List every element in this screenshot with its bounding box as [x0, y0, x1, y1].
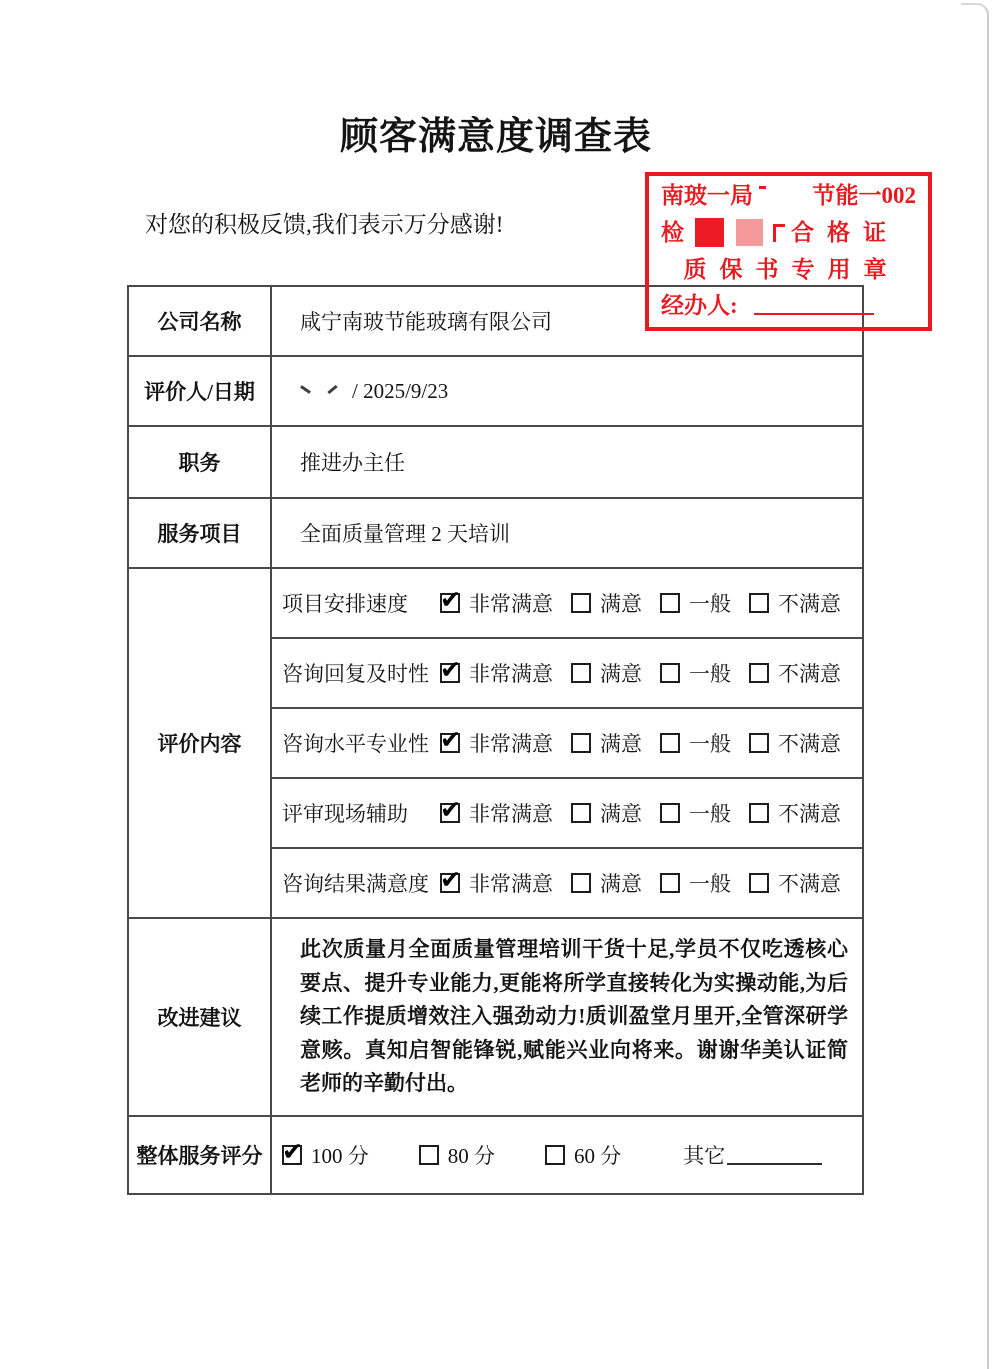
checkbox-icon[interactable]	[660, 873, 680, 893]
erased-name-mark	[300, 385, 311, 394]
rating-aspect: 咨询回复及时性	[282, 662, 429, 686]
evaluator-date-value: / 2025/9/23	[271, 356, 863, 426]
checkbox-icon[interactable]	[571, 873, 591, 893]
rating-aspect: 评审现场辅助	[282, 802, 408, 826]
thanks-line: 对您的积极反馈,我们表示万分感谢!	[145, 212, 504, 237]
company-name-value: 咸宁南玻节能玻璃有限公司	[271, 286, 863, 356]
table-row	[128, 1116, 863, 1194]
table-row	[128, 918, 863, 1116]
stamp-line1-right: 节能一002	[812, 183, 916, 208]
overall-score-cell: ✔ 100 分 80 分 60 分 其它	[271, 1116, 863, 1194]
checkbox-icon[interactable]	[660, 593, 680, 613]
checkbox-icon[interactable]	[440, 873, 460, 893]
overall-score-label: 整体服务评分	[128, 1116, 271, 1194]
stamp-stroke-mark	[759, 186, 766, 189]
checkbox-icon[interactable]	[419, 1145, 439, 1165]
table-row	[128, 356, 863, 426]
stamp-line-1	[661, 183, 916, 208]
checkbox-icon[interactable]	[571, 593, 591, 613]
checkbox-icon[interactable]	[440, 663, 460, 683]
other-score-blank[interactable]	[727, 1163, 822, 1165]
other-score-label: 其它	[683, 1143, 726, 1168]
checkbox-icon[interactable]	[749, 593, 769, 613]
position-label: 职务	[128, 426, 271, 498]
stamp-line-2	[661, 218, 916, 247]
checkbox-icon[interactable]	[282, 1145, 302, 1165]
rating-aspect: 咨询结果满意度	[282, 872, 429, 896]
stamp-line2-prefix: 检	[661, 220, 684, 246]
table-row	[128, 426, 863, 498]
service-item-label: 服务项目	[128, 498, 271, 568]
rating-row-cell: 咨询结果满意度 ✔ 非常满意 满意 一般 不满意	[271, 848, 863, 918]
redaction-block-icon	[736, 219, 763, 246]
checkbox-icon[interactable]	[571, 733, 591, 753]
page-corner-edge	[961, 3, 989, 31]
survey-table	[127, 285, 864, 1195]
erased-name-mark	[327, 384, 337, 393]
checkbox-icon[interactable]	[749, 873, 769, 893]
service-item-value: 全面质量管理 2 天培训	[271, 498, 863, 568]
checkbox-icon[interactable]	[571, 803, 591, 823]
rating-aspect: 项目安排速度	[282, 592, 408, 616]
company-name-label: 公司名称	[128, 286, 271, 356]
rating-aspect: 咨询水平专业性	[282, 732, 429, 756]
checkbox-icon[interactable]	[660, 663, 680, 683]
checkbox-icon[interactable]	[440, 593, 460, 613]
checkbox-icon[interactable]	[749, 803, 769, 823]
page-right-edge	[987, 14, 989, 1369]
rating-row	[128, 568, 863, 638]
rating-row-cell: 评审现场辅助 ✔ 非常满意 满意 一般 不满意	[271, 778, 863, 848]
partial-glyph-mark	[773, 224, 785, 242]
agent-signature-line[interactable]	[754, 313, 874, 315]
checkbox-icon[interactable]	[660, 803, 680, 823]
redaction-block-icon	[695, 218, 724, 247]
table-row	[128, 498, 863, 568]
checkbox-icon[interactable]	[660, 733, 680, 753]
page-title: 顾客满意度调查表	[339, 116, 652, 158]
suggestion-text: 此次质量月全面质量管理培训干货十足,学员不仅吃透核心要点、提升专业能力,更能将所学直接转化为实操动能,为后续工作提质增效注入强劲动力!质训盈堂月里开,全管深研学意赅。真知启智能锋锐,赋能兴业向将来。谢谢华美认证简老师的辛勤付出。	[271, 918, 863, 1116]
red-stamp	[645, 172, 932, 331]
checkbox-icon[interactable]	[571, 663, 591, 683]
other-score-option	[683, 1140, 822, 1170]
suggestion-label: 改进建议	[128, 918, 271, 1116]
rating-section-label: 评价内容	[128, 568, 271, 918]
stamp-agent-label: 经办人:	[661, 292, 738, 318]
checkbox-icon[interactable]	[440, 733, 460, 753]
stamp-line-3: 质保书专用章	[683, 257, 900, 283]
rating-row-cell: 咨询水平专业性 ✔ 非常满意 满意 一般 不满意	[271, 708, 863, 778]
evaluator-date-label: 评价人/日期	[128, 356, 271, 426]
checkbox-icon[interactable]	[545, 1145, 565, 1165]
position-value: 推进办主任	[271, 426, 863, 498]
stamp-line2-suffix: 合格证	[791, 220, 899, 246]
stamp-agent-row	[661, 293, 916, 318]
checkbox-icon[interactable]	[749, 733, 769, 753]
rating-row-cell: 项目安排速度 ✔ 非常满意 满意 一般 不满意	[271, 568, 863, 638]
checkbox-icon[interactable]	[440, 803, 460, 823]
stamp-line1-left: 南玻一局	[661, 183, 753, 208]
checkbox-icon[interactable]	[749, 663, 769, 683]
rating-row-cell: 咨询回复及时性 ✔ 非常满意 满意 一般 不满意	[271, 638, 863, 708]
